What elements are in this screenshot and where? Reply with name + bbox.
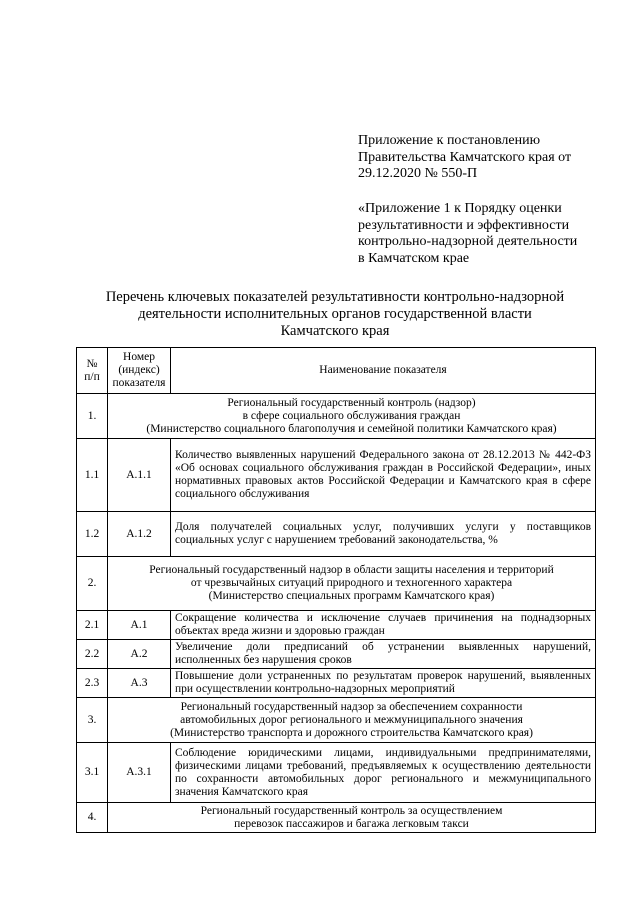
row-num: 3.1 [77, 743, 108, 803]
table-row [77, 669, 596, 698]
appendix-line: Правительства Камчатского края от [358, 149, 572, 165]
row-index: А.3 [108, 669, 171, 698]
row-index: А.1.1 [108, 439, 171, 512]
title-line: деятельности исполнительных органов государственной власти [138, 306, 532, 322]
section-row [77, 803, 596, 833]
section-num: 4. [77, 803, 108, 833]
table-row [77, 611, 596, 640]
row-num: 1.2 [77, 512, 108, 557]
row-name: Повышение доли устраненных по результатам проверок нарушений, выявленных при осуществлении контрольно-надзорных мероприятий [171, 669, 596, 698]
row-num: 1.1 [77, 439, 108, 512]
appendix-line: 29.12.2020 № 550-П [358, 166, 478, 181]
section-title [108, 698, 596, 743]
row-name: Доля получателей социальных услуг, получивших услуги у поставщиков социальных услуг с нарушением требований законодательства, % [171, 512, 596, 557]
row-index: А.1 [108, 611, 171, 640]
table-row [77, 743, 596, 803]
row-index: А.2 [108, 640, 171, 669]
title-line: Камчатского края [280, 323, 390, 339]
section-title-line: Региональный государственный контроль за осуществлением [200, 804, 503, 817]
row-num: 2.2 [77, 640, 108, 669]
header-index: Номер (индекс) показателя [108, 348, 171, 394]
section-title-line: автомобильных дорог регионального и межмуниципального значения [180, 713, 523, 726]
section-title-line: в сфере социального обслуживания граждан [242, 409, 461, 422]
section-row [77, 394, 596, 439]
section-title-line: Региональный государственный надзор в области защиты населения и территорий [149, 564, 554, 576]
section-num: 3. [77, 698, 108, 743]
appendix-header [358, 133, 618, 183]
section-row [77, 698, 596, 743]
row-name: Соблюдение юридическими лицами, индивидуальными предпринимателями, физическими лицами требований, предъявляемых к осуществлению деятельности по сохранности автомобильных дорог регионального и межмуниципального значения Камчатского края [171, 743, 596, 803]
row-num: 2.3 [77, 669, 108, 698]
section-title-line: Региональный государственный надзор за обеспечением сохранности [180, 700, 523, 713]
table-row [77, 439, 596, 512]
section-title-line: перевозок пассажиров и багажа легковым такси [234, 817, 469, 830]
title-line: Перечень ключевых показателей результативности контрольно-надзорной [105, 289, 565, 305]
table-row [77, 512, 596, 557]
section-title [108, 557, 596, 611]
appendix-line: Приложение к постановлению [358, 133, 541, 148]
section-num: 1. [77, 394, 108, 439]
document-title [80, 289, 590, 340]
appendix-sub-line: контрольно-надзорной деятельности [358, 234, 578, 249]
appendix-sub-line: результативности и эффективности [358, 217, 570, 233]
header-name: Наименование показателя [171, 348, 596, 394]
section-title-line: Региональный государственный контроль (надзор) [227, 396, 476, 409]
table-header-row [77, 348, 596, 394]
section-num: 2. [77, 557, 108, 611]
appendix-sub-line: «Приложение 1 к Порядку оценки [358, 201, 562, 216]
appendix-subheader [358, 201, 618, 267]
row-index: А.3.1 [108, 743, 171, 803]
row-num: 2.1 [77, 611, 108, 640]
row-index: А.1.2 [108, 512, 171, 557]
section-title-line: (Министерство социального благополучия и семейной политики Камчатского края) [146, 422, 557, 435]
section-title [108, 394, 596, 439]
row-name: Увеличение доли предписаний об устранении выявленных нарушений, исполненных без нарушения сроков [171, 640, 596, 669]
row-name: Количество выявленных нарушений Федерального закона от 28.12.2013 № 442-ФЗ «Об основах социального обслуживания граждан в Российской Федерации», иных нормативных правовых актов Российской Федерации и Камчатского края в сфере социального обслуживания [171, 439, 596, 512]
header-num: № п/п [77, 348, 108, 394]
row-name: Сокращение количества и исключение случаев причинения на поднадзорных объектах вреда жизни и здоровью граждан [171, 611, 596, 640]
section-title-line: от чрезвычайных ситуаций природного и техногенного характера [190, 577, 513, 589]
table-row [77, 640, 596, 669]
section-row [77, 557, 596, 611]
indicators-table [76, 347, 596, 833]
section-title-line: (Министерство транспорта и дорожного строительства Камчатского края) [170, 726, 533, 739]
appendix-sub-line: в Камчатском крае [358, 250, 470, 266]
section-title [108, 803, 596, 833]
section-title-line: (Министерство специальных программ Камчатского края) [208, 590, 495, 602]
